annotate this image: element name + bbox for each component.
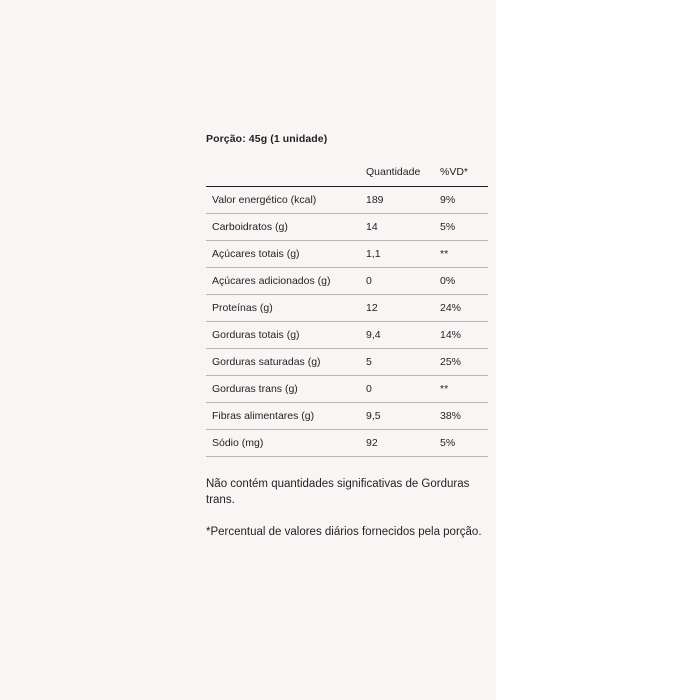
nutrient-name: Carboidratos (g) (206, 214, 364, 241)
table-row (206, 268, 488, 295)
nutrient-quantity: 12 (364, 295, 438, 322)
nutrient-quantity: 9,4 (364, 322, 438, 349)
nutrient-vd: ** (438, 241, 488, 268)
nutrient-name: Gorduras saturadas (g) (206, 349, 364, 376)
nutrient-vd: 0% (438, 268, 488, 295)
table-row (206, 349, 488, 376)
table-row (206, 214, 488, 241)
table-row (206, 403, 488, 430)
footnote-daily-values: *Percentual de valores diários fornecidos pela porção. (206, 525, 482, 538)
nutrient-name: Açúcares adicionados (g) (206, 268, 364, 295)
table-row (206, 376, 488, 403)
table-body (206, 187, 488, 457)
nutrition-facts-label (206, 133, 488, 541)
table-row (206, 241, 488, 268)
nutrient-quantity: 189 (364, 187, 438, 214)
table-header (206, 160, 488, 187)
nutrient-name: Valor energético (kcal) (206, 187, 364, 214)
column-header-quantity: Quantidade (364, 160, 438, 187)
nutrient-quantity: 0 (364, 376, 438, 403)
footnotes (206, 477, 482, 541)
nutrient-vd: 24% (438, 295, 488, 322)
nutrient-name: Proteínas (g) (206, 295, 364, 322)
table-row (206, 430, 488, 457)
nutrient-vd: ** (438, 376, 488, 403)
portion-text: Porção: 45g (1 unidade) (206, 133, 328, 145)
nutrient-quantity: 14 (364, 214, 438, 241)
nutrient-vd: 9% (438, 187, 488, 214)
column-header-nutrient (206, 160, 364, 187)
footnote-trans-fat: Não contém quantidades significativas de Gorduras trans. (206, 478, 470, 506)
nutrient-quantity: 5 (364, 349, 438, 376)
nutrient-name: Fibras alimentares (g) (206, 403, 364, 430)
nutrient-quantity: 9,5 (364, 403, 438, 430)
nutrient-vd: 14% (438, 322, 488, 349)
nutrient-quantity: 92 (364, 430, 438, 457)
nutrition-table (206, 160, 488, 457)
nutrient-vd: 5% (438, 214, 488, 241)
nutrient-quantity: 0 (364, 268, 438, 295)
table-row (206, 295, 488, 322)
nutrient-vd: 38% (438, 403, 488, 430)
table-row (206, 322, 488, 349)
nutrient-name: Gorduras trans (g) (206, 376, 364, 403)
nutrient-vd: 5% (438, 430, 488, 457)
nutrient-name: Açúcares totais (g) (206, 241, 364, 268)
nutrient-name: Gorduras totais (g) (206, 322, 364, 349)
nutrient-quantity: 1,1 (364, 241, 438, 268)
table-header-row (206, 160, 488, 187)
nutrient-name: Sódio (mg) (206, 430, 364, 457)
nutrient-vd: 25% (438, 349, 488, 376)
table-row (206, 187, 488, 214)
column-header-vd: %VD* (438, 160, 488, 187)
